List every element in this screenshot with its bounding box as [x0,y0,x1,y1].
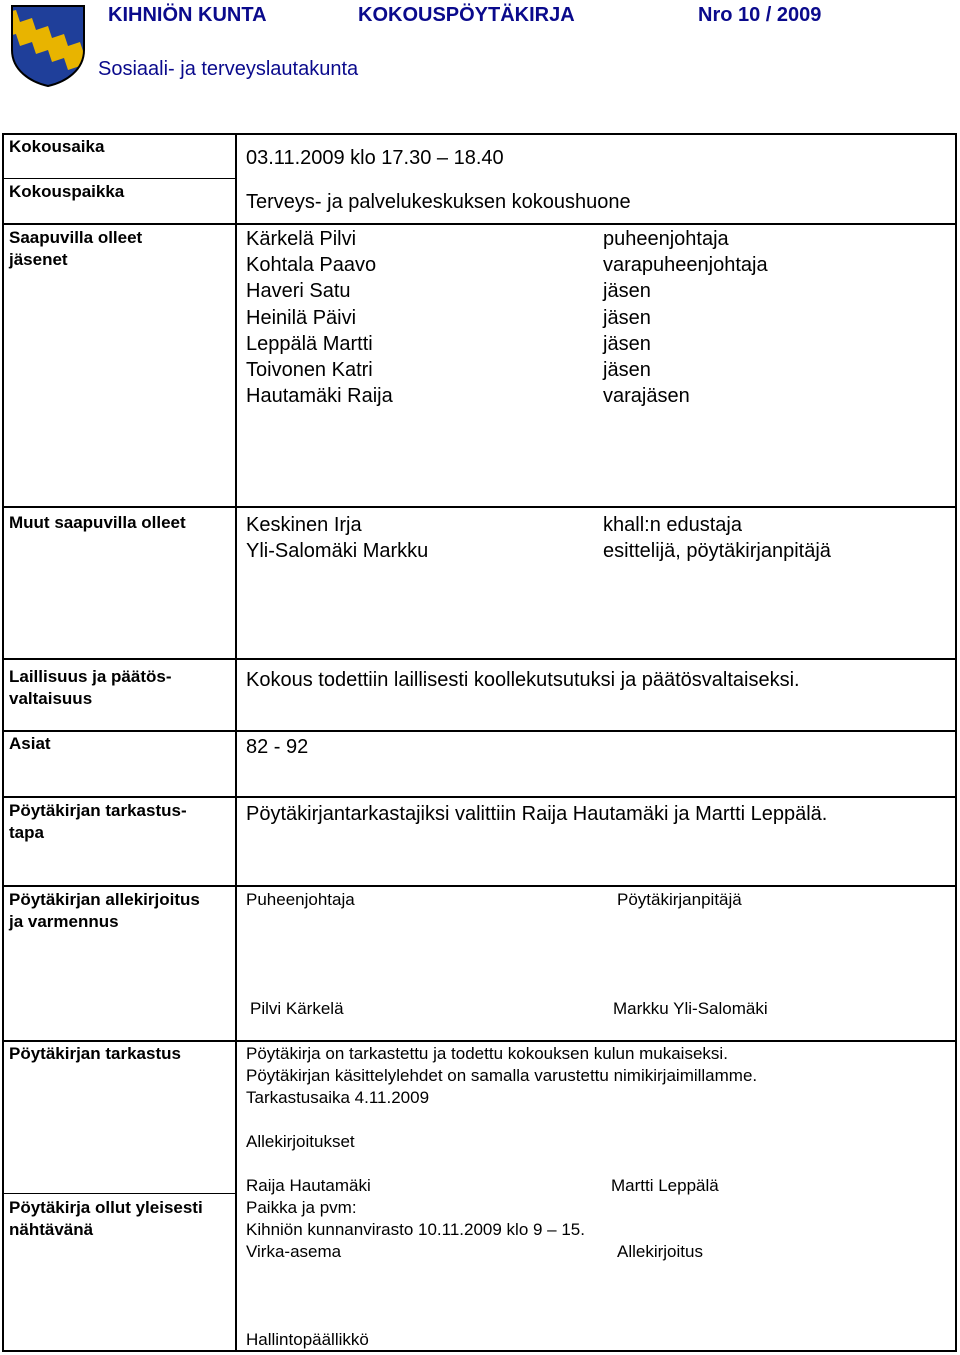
row-divider [2,223,956,225]
member-role: varajäsen [603,385,690,408]
review-line-2: Pöytäkirjan käsittelylehdet on samalla varustettu nimikirjaimillamme. [246,1066,758,1085]
other-name: Keskinen Irja [246,514,362,536]
label-members-line-1: Saapuvilla olleet [9,228,143,247]
label-members [9,227,142,271]
member-name: Toivonen Katri [246,358,373,381]
secretary-name: Markku Yli-Salomäki [613,999,768,1018]
document-type: KOKOUSPÖYTÄKIRJA [358,4,575,26]
legality-value: Kokous todettiin laillisesti koollekutsutuksi ja päätösvaltaiseksi. [246,669,800,691]
signatures-label: Allekirjoitukset [246,1132,355,1151]
chair-title: Puheenjohtaja [246,890,355,909]
member-name: Heinilä Päivi [246,306,357,329]
label-public-line-2: nähtävänä [9,1220,94,1239]
member-roles [603,226,768,409]
meeting-time-value: 03.11.2009 klo 17.30 – 18.40 [246,147,504,169]
board-name: Sosiaali- ja terveyslautakunta [98,58,359,80]
row-divider [2,1193,237,1194]
other-name: Yli-Salomäki Markku [246,540,429,563]
member-role: jäsen [603,280,651,303]
member-name: Kärkelä Pilvi [246,228,357,250]
reviewer-2: Martti Leppälä [611,1176,719,1195]
member-name: Kohtala Paavo [246,254,377,277]
label-signing-line-1: Pöytäkirjan allekirjoitus [9,890,200,909]
meeting-place-value: Terveys- ja palvelukeskuksen kokoushuone [246,191,631,213]
other-names [246,512,428,564]
label-legality-line-2: valtaisuus [9,689,93,708]
member-names [246,226,393,409]
public-position-value: Hallintopäällikkö [246,1330,369,1349]
row-divider [2,506,956,508]
secretary-title: Pöytäkirjanpitäjä [617,890,742,909]
label-legality-line-1: Laillisuus ja päätös- [9,667,172,686]
reviewer-1: Raija Hautamäki [246,1176,371,1195]
label-items: Asiat [9,734,51,753]
label-meeting-place: Kokouspaikka [9,182,125,201]
document-number: Nro 10 / 2009 [698,4,822,26]
other-role: khall:n edustaja [603,514,742,536]
member-name: Hautamäki Raija [246,385,393,408]
review-line-3: Tarkastusaika 4.11.2009 [246,1088,430,1107]
member-role: jäsen [603,306,651,329]
label-others: Muut saapuvilla olleet [9,513,186,532]
member-role: varapuheenjohtaja [603,254,768,277]
row-divider [2,658,956,660]
label-review: Pöytäkirjan tarkastus [9,1044,181,1063]
label-legality [9,666,172,710]
label-public [9,1197,203,1241]
row-divider [2,178,237,179]
coat-of-arms-icon [10,4,86,88]
row-divider [2,885,956,887]
table-border-top [2,133,956,135]
label-review-method [9,800,187,844]
public-signature-label: Allekirjoitus [617,1242,703,1261]
member-name: Leppälä Martti [246,332,373,355]
public-place-label: Paikka ja pvm: [246,1198,357,1217]
label-public-line-1: Pöytäkirja ollut yleisesti [9,1198,203,1217]
member-role: jäsen [603,358,651,381]
member-name: Haveri Satu [246,280,351,303]
table-border-bottom [2,1350,956,1352]
table-border-left [2,133,4,1352]
public-place-value: Kihniön kunnanvirasto 10.11.2009 klo 9 – 15. [246,1220,585,1239]
other-roles [603,512,831,564]
row-divider [2,730,956,732]
municipality-name: KIHNIÖN KUNTA [108,4,267,26]
label-meeting-time: Kokousaika [9,137,105,156]
items-value: 82 - 92 [246,736,309,758]
member-role: puheenjohtaja [603,228,729,250]
review-line-1: Pöytäkirja on tarkastettu ja todettu kokouksen kulun mukaiseksi. [246,1044,728,1063]
member-role: jäsen [603,332,651,355]
column-divider [235,133,237,1352]
review-method-value: Pöytäkirjantarkastajiksi valittiin Raija Hautamäki ja Martti Leppälä. [246,803,828,825]
row-divider [2,1040,956,1042]
row-divider [2,796,956,798]
other-role: esittelijä, pöytäkirjanpitäjä [603,540,831,563]
label-review-method-line-2: tapa [9,823,44,842]
label-signing [9,889,200,933]
chair-name: Pilvi Kärkelä [250,999,344,1018]
table-border-right [955,133,957,1352]
label-signing-line-2: ja varmennus [9,912,119,931]
public-position-label: Virka-asema [246,1242,342,1261]
label-review-method-line-1: Pöytäkirjan tarkastus- [9,801,187,820]
label-members-line-2: jäsenet [9,250,68,269]
